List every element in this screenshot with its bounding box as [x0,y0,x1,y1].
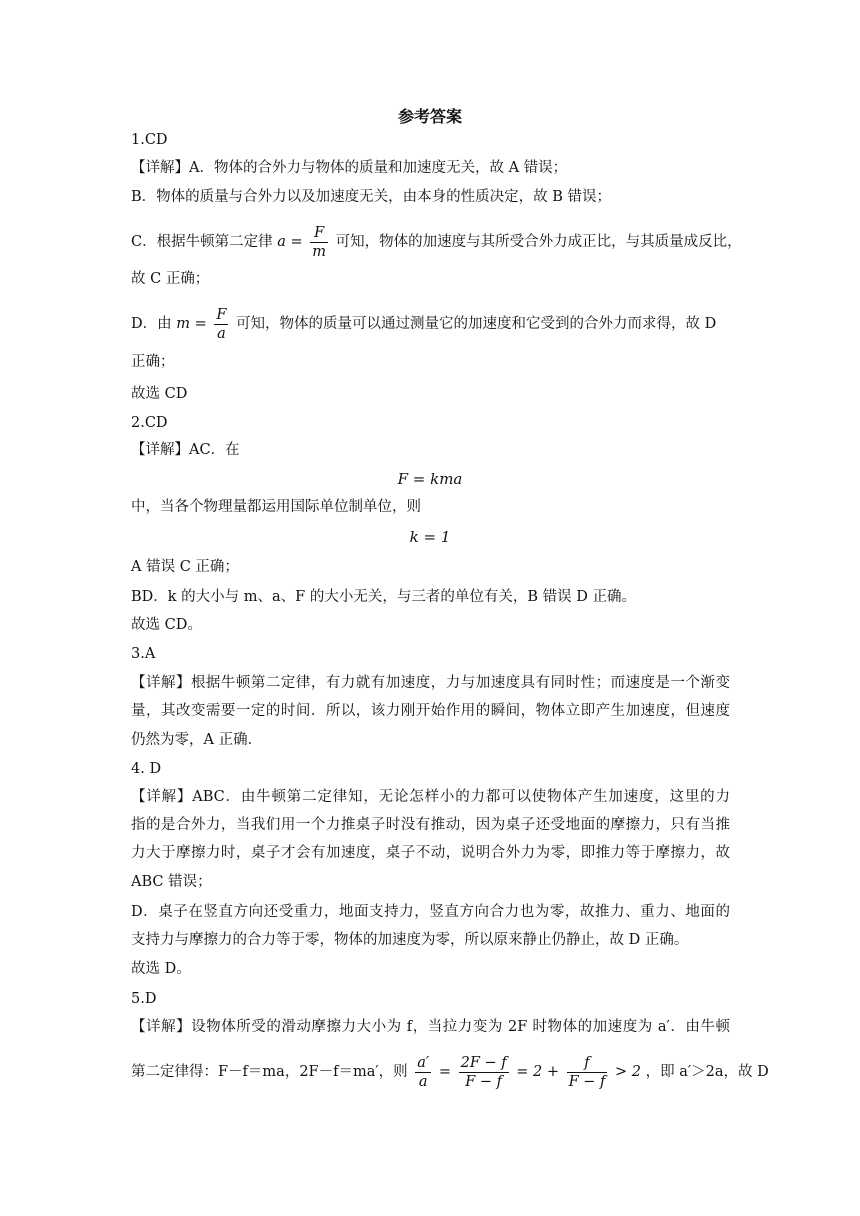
q4-line-4: ABC 错误； [131,874,212,890]
q4-line-1: 【详解】ABC．由牛顿第二定律知，无论怎样小的力都可以使物体产生加速度，这里的力 [131,789,730,805]
q2-end: 故选 CD。 [131,617,202,633]
q1-d-pre: D．由 [131,316,172,332]
q2-equation-2: k = 1 [409,528,451,546]
q4-line-6: 支持力与摩擦力的合力等于零，物体的加速度为零，所以原来静止仍静止，故 D 正确。 [131,932,689,948]
q5-number: 5.D [131,991,157,1007]
q4-end: 故选 D。 [131,961,191,977]
q2-equation-1: F = kma [397,470,463,488]
q5-eq-b: = 2 + [516,1064,559,1080]
q5-l2-pre: 第二定律得：F－f＝ma，2F－f＝ma′，则 [131,1064,408,1080]
q1-line-c [131,220,742,264]
q5-fraction-2f [459,1054,509,1091]
q5-f1-denominator: a [418,1073,428,1090]
q4-number: 4. D [131,761,162,777]
q3-line-1: 【详解】根据牛顿第二定律，有力就有加速度，力与加速度具有同时性；而速度是一个渐变 [131,675,730,691]
q2-line-c: BD．k 的大小与 m、a、F 的大小无关，与三者的单位有关，B 错误 D 正确。 [131,589,636,605]
q1-d-fraction [214,306,228,343]
q1-line-a: 【详解】A．物体的合外力与物体的质量和加速度无关，故 A 错误； [131,160,568,176]
q1-d-numerator: F [216,306,227,323]
q1-line-d [131,302,716,346]
q5-fraction-ratio [415,1054,431,1091]
q1-line-d-cont: 正确； [131,354,175,370]
q5-line-1: 【详解】设物体所受的滑动摩擦力大小为 f，当拉力变为 2F 时物体的加速度为 a′．由牛顿 [131,1019,730,1035]
q4-line-2: 指的是合外力，当我们用一个力推桌子时没有推动，因为桌子还受地面的摩擦力，只有当推 [131,817,730,833]
q3-line-3: 仍然为零，A 正确． [131,732,263,748]
q5-eq-c: > 2 [615,1064,641,1080]
q2-line-mid: 中，当各个物理量都运用国际单位制单位，则 [131,499,421,515]
q1-end: 故选 CD [131,386,188,402]
q1-line-c-cont: 故 C 正确； [131,271,210,287]
q2-line-b: A 错误 C 正确； [131,559,239,575]
q5-f2-denominator: F − f [465,1073,502,1090]
q5-eq-a: = [438,1064,451,1080]
q1-c-denominator: m [312,243,326,260]
q1-d-post: 可知，物体的质量可以通过测量它的加速度和它受到的合外力而求得，故 D [236,316,717,332]
q3-number: 3.A [131,646,156,662]
q1-line-b: B．物体的质量与合外力以及加速度无关，由本身的性质决定，故 B 错误； [131,189,612,205]
q2-line-a: 【详解】AC．在 [131,442,240,458]
page-title: 参考答案 [397,107,462,126]
q5-f3-numerator: f [567,1054,608,1073]
q5-line-2 [131,1050,769,1094]
q1-c-numerator: F [310,224,328,243]
q1-d-formula-lhs: m = [176,316,207,332]
q3-line-2: 量，其改变需要一定的时间．所以，该力刚开始作用的瞬间，物体立即产生加速度，但速度 [131,703,730,719]
q1-c-post: 可知，物体的加速度与其所受合外力成正比，与其质量成反比， [335,234,742,250]
q1-c-fraction [310,224,328,261]
q5-f2-numerator: 2F − f [460,1054,507,1071]
q5-fraction-f [567,1054,608,1091]
q1-number: 1.CD [131,132,168,148]
q5-f3-denominator: F − f [568,1073,606,1090]
q1-c-pre: C．根据牛顿第二定律 [131,234,273,250]
q5-f1-numerator: a′ [417,1054,430,1071]
q4-line-5: D．桌子在竖直方向还受重力，地面支持力，竖直方向合力也为零，故推力、重力、地面的 [131,904,730,920]
q5-l2-post: ，即 a′＞2a，故 D [645,1064,769,1080]
q1-c-formula-lhs: a = [277,234,303,250]
q1-d-denominator: a [217,325,226,342]
q2-number: 2.CD [131,415,168,431]
q4-line-3: 力大于摩擦力时，桌子才会有加速度，桌子不动，说明合外力为零，即推力等于摩擦力，故 [131,845,730,861]
